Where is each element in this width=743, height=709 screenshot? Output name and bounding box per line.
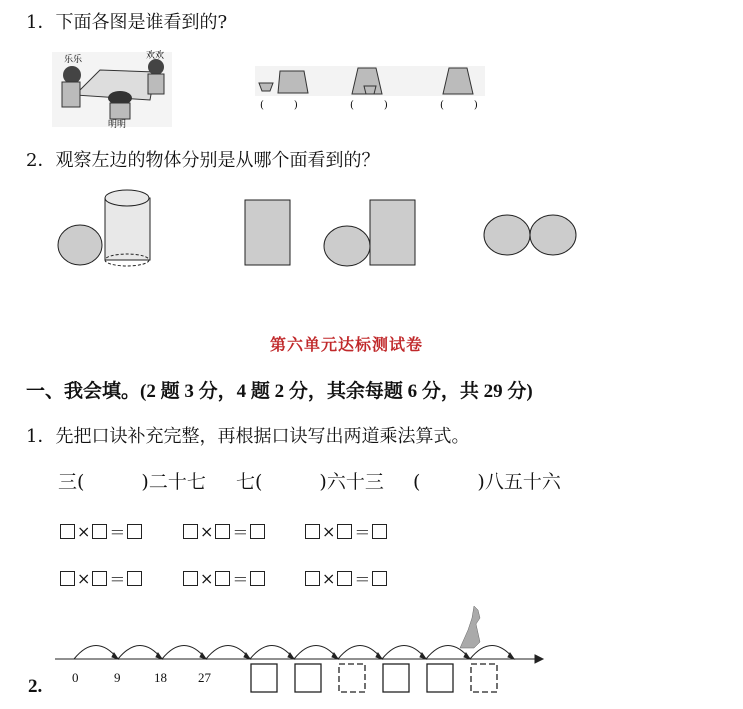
- answer-box[interactable]: [337, 571, 352, 586]
- answer-box[interactable]: [127, 524, 142, 539]
- fill-question-1-text: 1．先把口诀补充完整，再根据口诀写出两道乘法算式。: [26, 426, 470, 447]
- multiplication-equation: [303, 567, 389, 590]
- answer-box[interactable]: [183, 524, 198, 539]
- equals-sign: ＝: [354, 570, 371, 589]
- equals-sign: ＝: [109, 570, 126, 589]
- tick-label: 27: [198, 670, 211, 685]
- times-sign: ×: [200, 569, 214, 588]
- multiplication-equation: [58, 567, 144, 590]
- answer-box[interactable]: [305, 524, 320, 539]
- number-line: [55, 646, 543, 693]
- name-mingming: 明明: [108, 120, 127, 130]
- equals-sign: ＝: [232, 523, 249, 542]
- answer-box[interactable]: [215, 524, 230, 539]
- question-2-text: 2．观察左边的物体分别是从哪个面看到的？: [26, 150, 380, 171]
- jump-arc: [382, 646, 426, 660]
- blank-3: ( ): [440, 100, 478, 111]
- answer-box[interactable]: [250, 571, 265, 586]
- equals-sign: ＝: [109, 523, 126, 542]
- answer-box[interactable]: [60, 571, 75, 586]
- jump-arc: [470, 646, 514, 660]
- question-2-number: 2.: [28, 676, 43, 697]
- answer-box[interactable]: [372, 571, 387, 586]
- times-sign: ×: [200, 522, 214, 541]
- rhyme-3: ( )八五十六: [413, 471, 561, 493]
- tick-label: 0: [72, 670, 79, 685]
- answer-box[interactable]: [250, 524, 265, 539]
- equals-sign: ＝: [354, 523, 371, 542]
- rhyme-1: 三( )二十七: [58, 471, 206, 493]
- times-sign: ×: [322, 569, 336, 588]
- answer-box[interactable]: [127, 571, 142, 586]
- jump-arc: [162, 646, 206, 660]
- jump-arc: [118, 646, 162, 660]
- times-sign: ×: [77, 522, 91, 541]
- section-heading: 一、我会填。(2 题 3 分，4 题 2 分，其余每题 6 分，共 29 分): [26, 381, 533, 402]
- answer-box[interactable]: [60, 524, 75, 539]
- jump-arc: [294, 646, 338, 660]
- answer-box[interactable]: [183, 571, 198, 586]
- multiplication-equation: [303, 520, 389, 543]
- times-sign: ×: [77, 569, 91, 588]
- question-1-text: 1．下面各图是谁看到的?: [26, 12, 228, 33]
- tick-label: 18: [154, 670, 167, 685]
- jump-arc: [338, 646, 382, 660]
- answer-box[interactable]: [372, 524, 387, 539]
- answer-box[interactable]: [215, 571, 230, 586]
- multiplication-equation: [58, 520, 144, 543]
- view-images: [255, 66, 485, 96]
- rhyme-2: 七( )六十三: [236, 471, 384, 493]
- name-lele: 乐乐: [64, 55, 83, 65]
- blank-1: ( ): [260, 100, 298, 111]
- observation-shapes: [58, 190, 576, 266]
- equals-sign: ＝: [232, 570, 249, 589]
- blank-2: ( ): [350, 100, 388, 111]
- tick-label: 9: [114, 670, 121, 685]
- jump-arc: [206, 646, 250, 660]
- multiplication-equation: [181, 520, 267, 543]
- multiplication-equation: [181, 567, 267, 590]
- kangaroo-icon: [460, 606, 480, 648]
- answer-box[interactable]: [337, 524, 352, 539]
- name-huanhuan: 欢欢: [146, 51, 165, 61]
- answer-box[interactable]: [305, 571, 320, 586]
- answer-box[interactable]: [92, 524, 107, 539]
- answer-box[interactable]: [92, 571, 107, 586]
- jump-arc: [74, 646, 118, 660]
- jump-arc: [250, 646, 294, 660]
- unit-title: 第六单元达标测试卷: [270, 335, 424, 354]
- times-sign: ×: [322, 522, 336, 541]
